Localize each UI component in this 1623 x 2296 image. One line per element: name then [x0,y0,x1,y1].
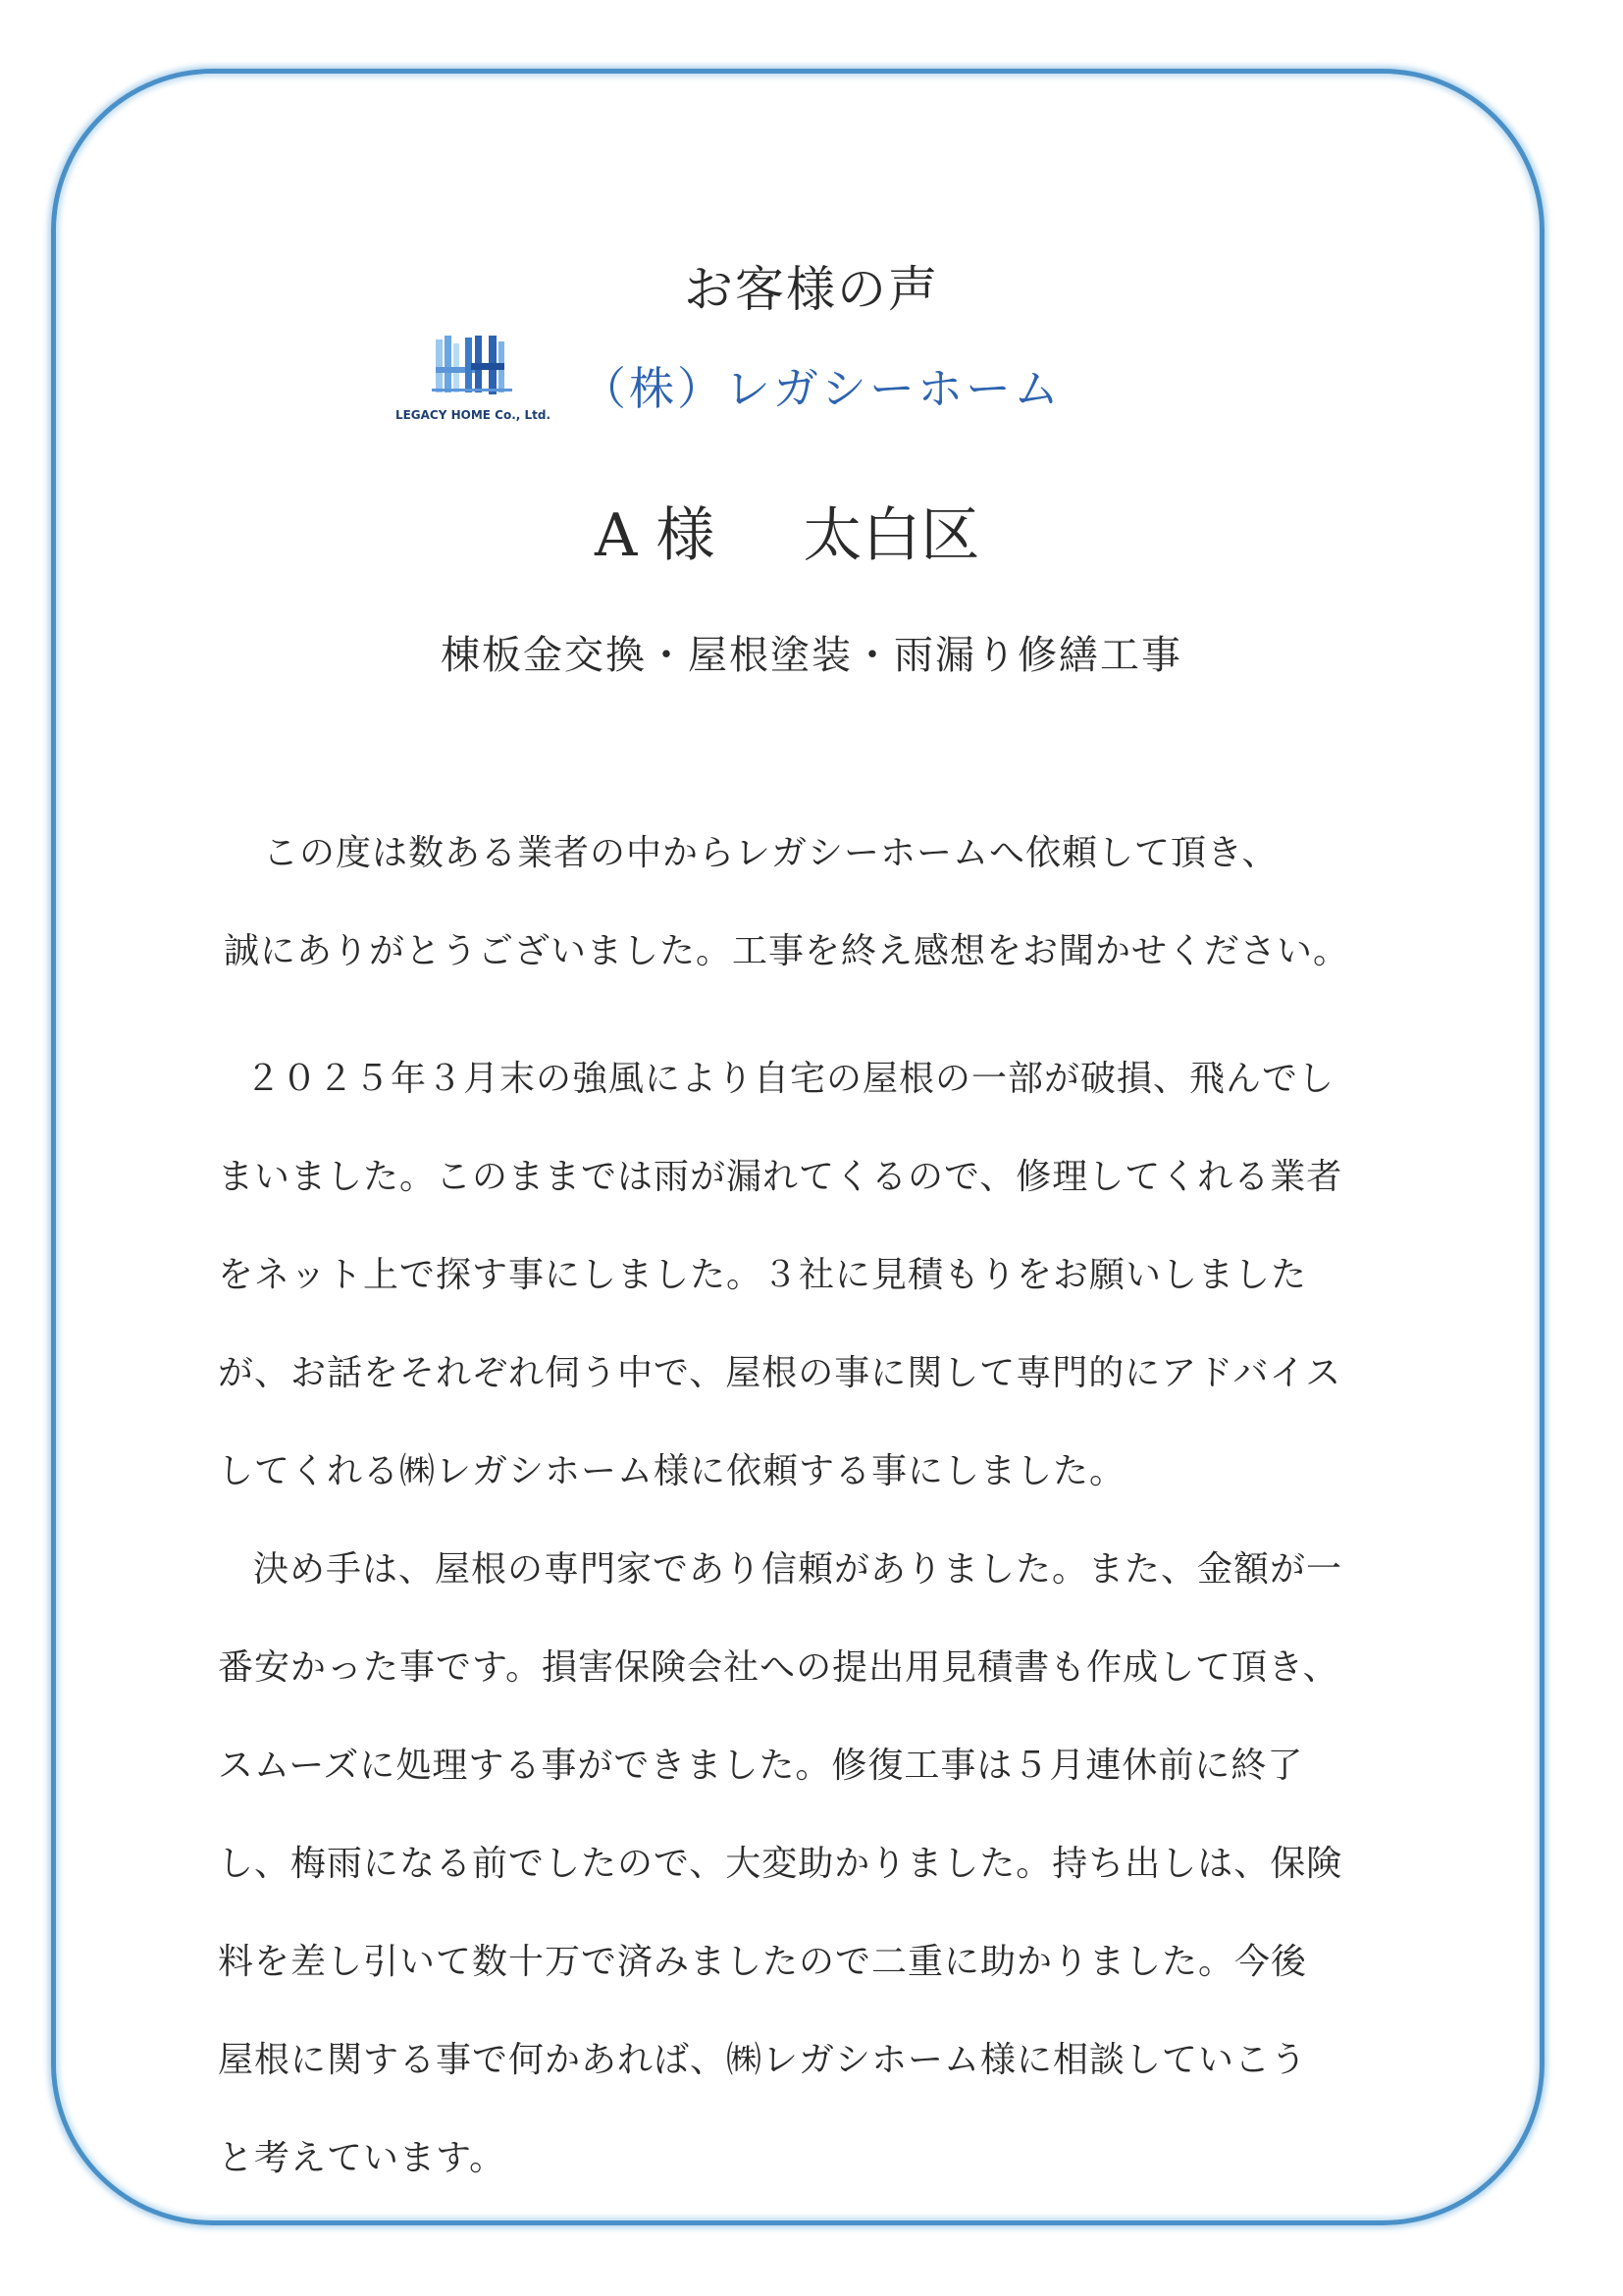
customer-line [595,489,979,573]
body-line: まいました。このままでは雨が漏れてくるので、修理してくれる業者 [218,1157,1343,1197]
customer-name: A 様 [595,501,715,570]
company-name: （株）レガシーホーム [581,362,1062,415]
logo-caption: LEGACY HOME Co., Ltd. [394,408,551,422]
work-title: 棟板金交換・屋根塗装・雨漏り修繕工事 [441,633,1182,678]
page-title: お客様の声 [684,261,939,318]
body-line: し、梅雨になる前でしたので、大変助かりました。持ち出しは、保険 [218,1844,1343,1884]
body-line: 番安かった事です。損害保険会社への提出用見積書も作成して頂き、 [218,1647,1339,1688]
body-line: してくれる㈱レガシホーム様に依頼する事にしました。 [218,1451,1126,1491]
company-logo [385,334,561,427]
intro-line: この度は数ある業者の中からレガシーホームへ依頼して頂き、 [263,833,1279,873]
body-line: をネット上で探す事にしました。３社に見積もりをお願いしました [218,1255,1308,1295]
legacy-home-logo-icon [432,334,515,404]
body-line: が、お話をそれぞれ伺う中で、屋根の事に関して専門的にアドバイス [218,1353,1342,1393]
body-line: 決め手は、屋根の専門家であり信頼がありました。また、金額が一 [253,1549,1343,1590]
testimonial-body [218,1030,1386,2208]
body-line: 屋根に関する事で何かあれば、㈱レガシホーム様に相談していこう [218,2040,1308,2080]
body-line: と考えています。 [218,2138,506,2178]
intro-line: 誠にありがとうございました。工事を終え感想をお聞かせください。 [224,931,1350,971]
body-line: 料を差し引いて数十万で済みましたので二重に助かりました。今後 [218,1942,1308,1982]
body-line: スムーズに処理する事ができました。修復工事は５月連休前に終了 [218,1746,1304,1786]
customer-area: 太白区 [803,501,980,570]
intro-paragraph [224,805,1401,1001]
body-line: ２０２５年３月末の強風により自宅の屋根の一部が破損、飛んでし [245,1059,1335,1099]
